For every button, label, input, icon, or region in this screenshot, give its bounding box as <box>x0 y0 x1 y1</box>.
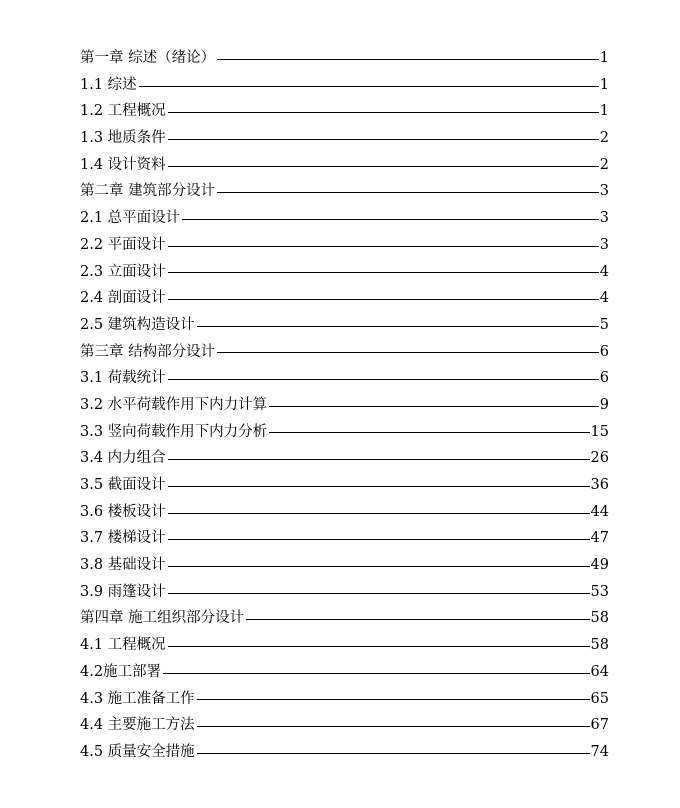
toc-leader-line <box>269 432 589 433</box>
toc-entry-page-number: 3 <box>599 236 609 253</box>
toc-entry-title: 3.9 雨篷设计 <box>80 583 166 600</box>
toc-entry-page-number: 26 <box>590 450 609 467</box>
toc-entry[interactable] <box>80 552 609 579</box>
toc-leader-line <box>197 699 590 700</box>
toc-entry[interactable] <box>80 259 609 286</box>
toc-entry-page-number: 47 <box>590 530 609 547</box>
toc-leader-line <box>168 272 599 273</box>
toc-entry-title: 3.1 荷载统计 <box>80 370 166 387</box>
toc-leader-line <box>168 513 590 514</box>
toc-entry-title: 第四章 施工组织部分设计 <box>80 610 245 627</box>
toc-entry-title: 第一章 综述（绪论） <box>80 50 216 66</box>
toc-entry-title: 1.2 工程概况 <box>80 103 166 120</box>
toc-entry[interactable] <box>80 232 609 259</box>
toc-entry-page-number: 2 <box>599 130 609 147</box>
toc-entry-page-number: 36 <box>590 477 609 493</box>
toc-entry[interactable] <box>80 365 609 392</box>
toc-leader-line <box>168 379 599 380</box>
toc-entry-page-number: 1 <box>599 76 609 93</box>
toc-entry-page-number: 58 <box>590 610 609 627</box>
toc-entry-page-number: 6 <box>599 370 609 387</box>
toc-entry-title: 3.8 基础设计 <box>80 557 166 574</box>
toc-entry-title: 4.3 施工准备工作 <box>80 690 195 707</box>
toc-entry-page-number: 58 <box>590 637 609 654</box>
toc-leader-line <box>168 593 590 594</box>
toc-leader-line <box>197 753 590 754</box>
toc-entry-title: 3.7 楼梯设计 <box>80 530 166 547</box>
toc-entry-page-number: 5 <box>599 316 609 333</box>
toc-entry[interactable] <box>80 152 609 179</box>
toc-leader-line <box>197 726 590 727</box>
toc-entry[interactable] <box>80 125 609 152</box>
toc-leader-line <box>163 673 589 674</box>
toc-entry-title: 1.3 地质条件 <box>80 130 166 147</box>
toc-entry[interactable] <box>80 712 609 739</box>
toc-entry[interactable] <box>80 45 609 72</box>
toc-entry[interactable] <box>80 499 609 526</box>
toc-entry-title: 第三章 结构部分设计 <box>80 343 216 360</box>
toc-entry[interactable] <box>80 339 609 366</box>
toc-entry[interactable] <box>80 525 609 552</box>
toc-leader-line <box>168 486 590 487</box>
toc-leader-line <box>197 326 599 327</box>
toc-entry-title: 2.5 建筑构造设计 <box>80 316 195 333</box>
toc-entry[interactable] <box>80 285 609 312</box>
toc-entry-page-number: 1 <box>599 50 609 66</box>
toc-entry-title: 3.3 竖向荷载作用下内力分析 <box>80 423 268 440</box>
toc-entry[interactable] <box>80 445 609 472</box>
toc-entry[interactable] <box>80 312 609 339</box>
toc-leader-line <box>168 112 599 113</box>
toc-leader-line <box>168 166 599 167</box>
toc-entry-title: 1.1 综述 <box>80 76 137 93</box>
toc-leader-line <box>168 539 590 540</box>
toc-entry-title: 2.3 立面设计 <box>80 263 166 280</box>
toc-leader-line <box>168 299 599 300</box>
toc-entry-title: 3.6 楼板设计 <box>80 503 166 520</box>
toc-entry-title: 3.5 截面设计 <box>80 477 166 493</box>
toc-entry-page-number: 15 <box>590 423 609 440</box>
toc-entry-page-number: 4 <box>599 290 609 307</box>
table-of-contents <box>80 45 609 766</box>
toc-entry[interactable] <box>80 632 609 659</box>
toc-entry-page-number: 49 <box>590 557 609 574</box>
toc-leader-line <box>217 192 599 193</box>
toc-entry[interactable] <box>80 605 609 632</box>
toc-leader-line <box>246 619 589 620</box>
toc-entry-page-number: 65 <box>590 690 609 707</box>
toc-entry-page-number: 3 <box>599 210 609 227</box>
toc-entry[interactable] <box>80 472 609 499</box>
toc-entry-page-number: 4 <box>599 263 609 280</box>
toc-entry[interactable] <box>80 739 609 766</box>
toc-leader-line <box>168 246 599 247</box>
toc-entry[interactable] <box>80 98 609 125</box>
toc-leader-line <box>168 566 590 567</box>
toc-entry[interactable] <box>80 419 609 446</box>
toc-entry[interactable] <box>80 392 609 419</box>
toc-leader-line <box>168 139 599 140</box>
toc-entry-title: 4.2施工部署 <box>80 663 162 680</box>
toc-leader-line <box>139 86 599 87</box>
toc-entry-page-number: 3 <box>599 183 609 200</box>
toc-entry-title: 4.4 主要施工方法 <box>80 717 195 734</box>
toc-entry[interactable] <box>80 205 609 232</box>
toc-leader-line <box>168 646 590 647</box>
toc-entry-page-number: 1 <box>599 103 609 120</box>
toc-entry-title: 4.5 质量安全措施 <box>80 743 195 760</box>
toc-entry-title: 2.2 平面设计 <box>80 236 166 253</box>
toc-entry-page-number: 67 <box>590 717 609 734</box>
toc-entry-title: 2.4 剖面设计 <box>80 290 166 307</box>
toc-entry-title: 1.4 设计资料 <box>80 156 166 173</box>
toc-entry[interactable] <box>80 72 609 99</box>
toc-entry-title: 第二章 建筑部分设计 <box>80 183 216 200</box>
toc-leader-line <box>269 406 599 407</box>
toc-entry[interactable] <box>80 579 609 606</box>
toc-entry-page-number: 9 <box>599 396 609 413</box>
toc-entry-title: 4.1 工程概况 <box>80 637 166 654</box>
toc-entry-page-number: 44 <box>590 503 609 520</box>
toc-leader-line <box>182 219 599 220</box>
toc-entry-page-number: 6 <box>599 343 609 360</box>
toc-entry[interactable] <box>80 686 609 713</box>
toc-entry-page-number: 53 <box>590 583 609 600</box>
toc-leader-line <box>217 352 599 353</box>
toc-leader-line <box>168 459 590 460</box>
toc-entry-page-number: 2 <box>599 156 609 173</box>
toc-entry-title: 3.2 水平荷载作用下内力计算 <box>80 396 268 413</box>
toc-entry-title: 2.1 总平面设计 <box>80 210 181 227</box>
toc-entry-page-number: 74 <box>590 743 609 760</box>
toc-entry-title: 3.4 内力组合 <box>80 450 166 467</box>
toc-entry-page-number: 64 <box>590 663 609 680</box>
toc-leader-line <box>217 59 599 60</box>
toc-entry[interactable] <box>80 659 609 686</box>
toc-entry[interactable] <box>80 178 609 205</box>
